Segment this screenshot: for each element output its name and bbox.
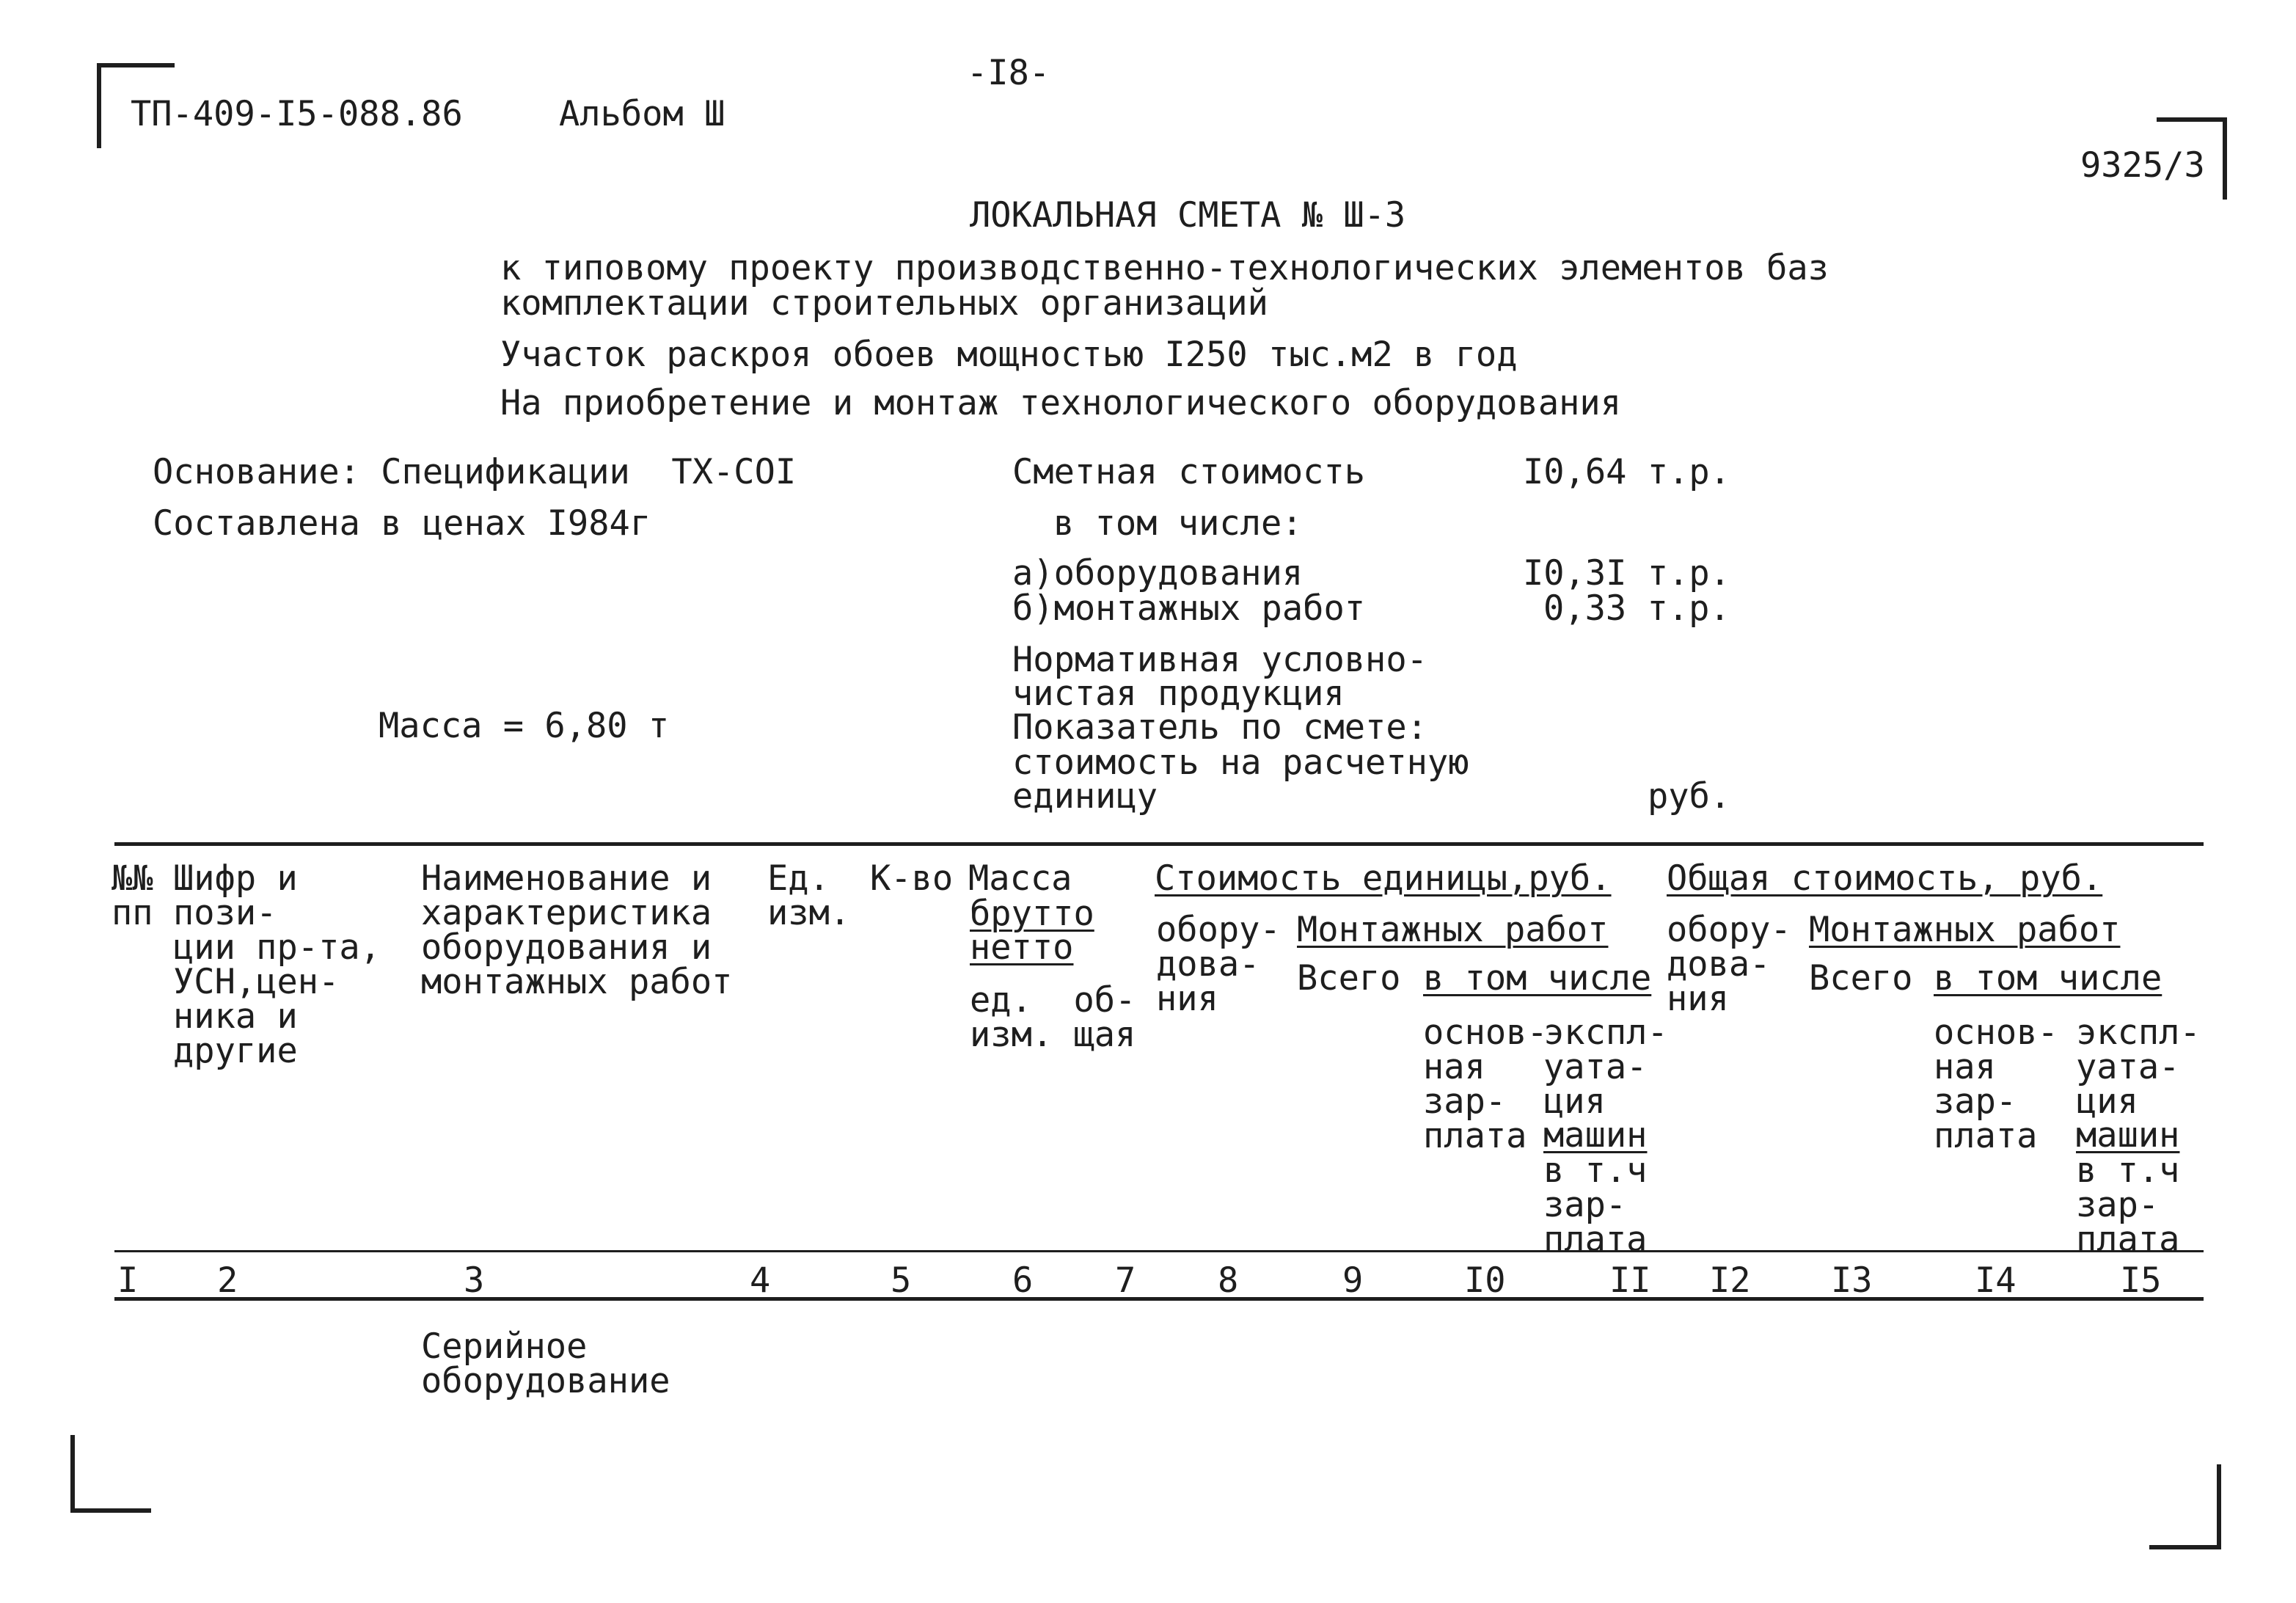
column-number: 8	[1218, 1260, 1239, 1301]
column-number: I5	[2120, 1260, 2162, 1301]
total-including-header: в том числе	[1934, 958, 2162, 998]
unit-machines-header: экспл- уата- ция	[1543, 1012, 1668, 1122]
table-top-rule	[114, 842, 2204, 846]
unit-total-header: Всего	[1297, 958, 1401, 998]
prices-line: Составлена в ценах I984г	[153, 503, 651, 544]
column-number: I2	[1709, 1260, 1751, 1301]
unit-installation-header: Монтажных работ	[1297, 910, 1609, 950]
including-label: в том числе:	[1053, 503, 1303, 544]
estimated-cost-value: I0,64 т.р.	[1523, 452, 1730, 492]
estimate-title: ЛОКАЛЬНАЯ СМЕТА № Ш-3	[970, 195, 1406, 235]
total-machines-header: экспл- уата- ция	[2076, 1012, 2201, 1122]
indicator-line-2: стоимость на расчетную	[1012, 742, 1469, 783]
indicator-line-3: единицу	[1012, 776, 1158, 817]
section-label: Серийное оборудование	[421, 1326, 670, 1401]
total-cost-header: Общая стоимость, руб.	[1667, 858, 2103, 899]
total-installation-header: Монтажных работ	[1809, 910, 2121, 950]
mass-line: Масса = 6,80 т	[379, 706, 670, 746]
archive-number: 9325/3	[2080, 145, 2205, 186]
unit-including-header: в том числе	[1423, 958, 1652, 998]
column-number: I4	[1975, 1260, 2017, 1301]
total-base-salary-header: основ- ная зар- плата	[1934, 1012, 2058, 1156]
column-number: II	[1609, 1260, 1651, 1301]
section-title: Участок раскроя обоев мощностью I250 тыс.м2 в год	[500, 335, 1518, 375]
column-number: 3	[464, 1260, 485, 1301]
installation-cost-label: б)монтажных работ	[1012, 588, 1366, 629]
equipment-cost-value: I0,3I т.р.	[1523, 553, 1730, 594]
page-number: -I8-	[967, 53, 1050, 93]
installation-cost-value: 0,33 т.р.	[1543, 588, 1730, 629]
album-label: Альбом Ш	[559, 94, 725, 134]
column-number: 7	[1115, 1260, 1136, 1301]
unit-cost-header: Стоимость единицы,руб.	[1155, 858, 1612, 899]
corner-mark-bottom-right	[2149, 1464, 2221, 1549]
column-number: 5	[891, 1260, 912, 1301]
column-number: I3	[1831, 1260, 1873, 1301]
mass-header: Масса	[968, 858, 1072, 899]
column-number: 2	[217, 1260, 238, 1301]
mass-net-label: нетто	[970, 927, 1074, 968]
indicator-unit: руб.	[1648, 776, 1731, 817]
document-code: ТП-409-I5-088.86	[131, 94, 463, 134]
total-salary-incl-header: в т.ч зар- плата	[2076, 1150, 2180, 1260]
table-header-bottom-rule	[114, 1250, 2204, 1252]
col-name-header: Наименование и характеристика оборудования и монтажных работ	[421, 858, 733, 1002]
unit-equipment-header: обору- дова- ния	[1156, 910, 1281, 1019]
col-number-header: №№ пп	[111, 858, 153, 933]
col-quantity-header: К-во	[870, 858, 954, 899]
column-number: I0	[1464, 1260, 1506, 1301]
unit-base-salary-header: основ- ная зар- плата	[1423, 1012, 1548, 1156]
purpose-line: На приобретение и монтаж технологического оборудования	[500, 383, 1622, 423]
unit-salary-incl-header: в т.ч зар- плата	[1543, 1150, 1648, 1260]
project-line-1: к типовому проекту производственно-технологических элементов баз	[500, 248, 1829, 288]
column-number: 6	[1012, 1260, 1034, 1301]
normative-line-1: Нормативная условно-	[1012, 640, 1427, 680]
total-equipment-header: обору- дова- ния	[1667, 910, 1791, 1019]
estimated-cost-label: Сметная стоимость	[1012, 452, 1366, 492]
basis-line: Основание: Спецификации ТХ-СОI	[153, 452, 797, 492]
mass-gross-label: брутто	[970, 894, 1094, 934]
normative-line-2: чистая продукция	[1012, 673, 1345, 714]
equipment-cost-label: а)оборудования	[1012, 553, 1304, 594]
column-number: 9	[1342, 1260, 1364, 1301]
col-code-header: Шифр и пози- ции пр-та, УСН,цен- ника и другие	[173, 858, 381, 1071]
project-line-2: комплектации строительных организаций	[500, 283, 1268, 324]
corner-mark-bottom-left	[70, 1435, 151, 1513]
mass-subheader: ед. об- изм. щая	[970, 980, 1136, 1055]
indicator-line-1: Показатель по смете:	[1012, 707, 1427, 748]
total-machines-underlined: машин	[2076, 1115, 2180, 1155]
column-number: 4	[750, 1260, 771, 1301]
total-total-header: Всего	[1809, 958, 1913, 998]
column-numbers-rule	[114, 1297, 2204, 1301]
column-number: I	[117, 1260, 139, 1301]
unit-machines-underlined: машин	[1543, 1115, 1648, 1155]
col-unit-header: Ед. изм.	[767, 858, 851, 933]
